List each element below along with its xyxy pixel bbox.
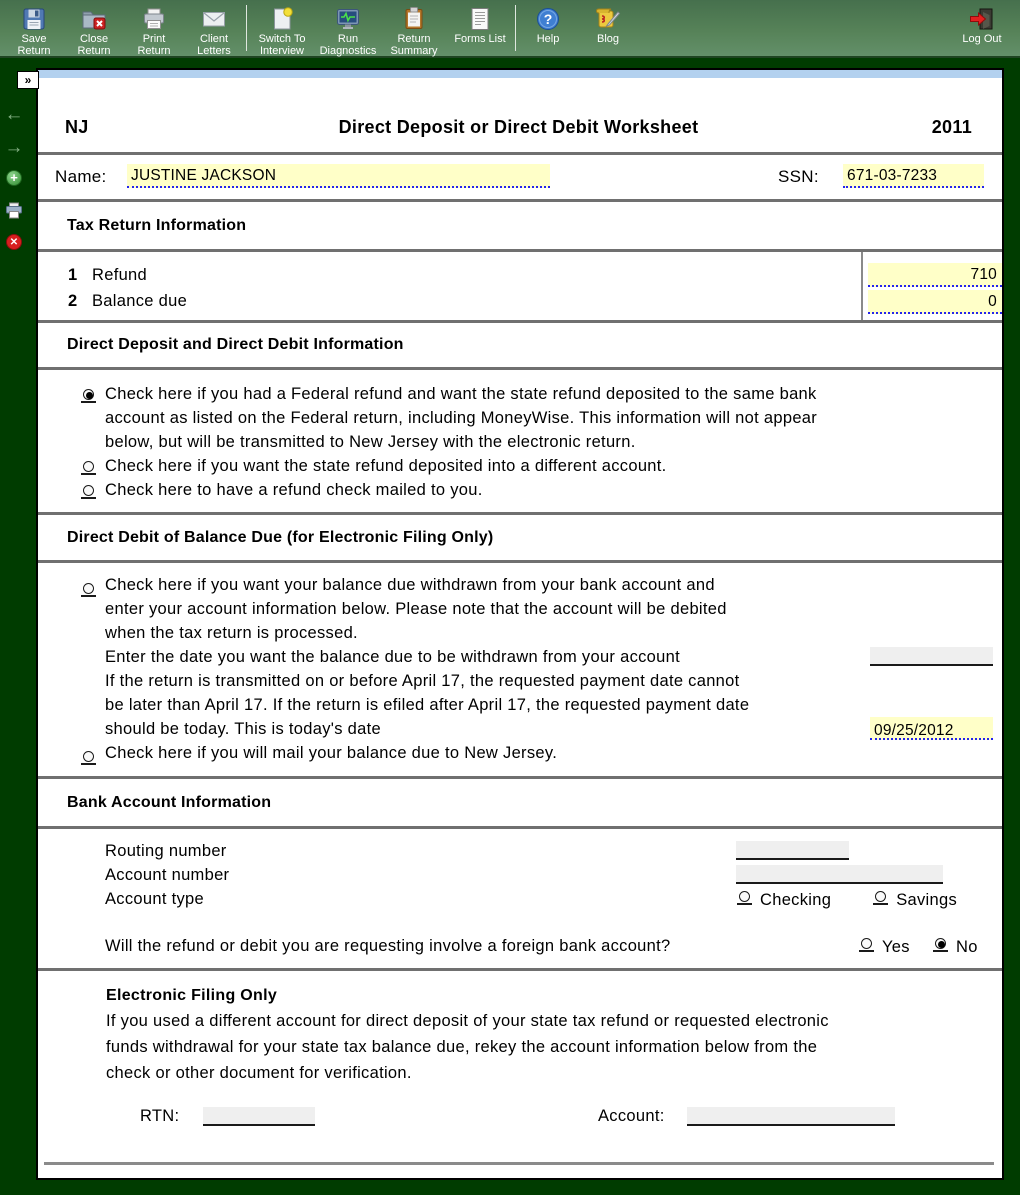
toolbar	[0, 0, 1020, 58]
toolbar-label: Help	[536, 33, 560, 45]
routing-number-label: Routing number	[105, 842, 227, 860]
form-bottom-divider	[44, 1162, 994, 1165]
radio-federal-same-account[interactable]	[80, 389, 96, 403]
line-number: 1	[68, 266, 78, 284]
forward-arrow-icon[interactable]: →	[4, 137, 24, 158]
print-return-button[interactable]	[124, 4, 184, 57]
client-letters-button[interactable]	[184, 4, 244, 57]
list-item	[38, 454, 1002, 478]
back-arrow-icon[interactable]: ←	[4, 104, 24, 125]
toolbar-label: Letters	[197, 45, 231, 57]
toolbar-label: Print	[142, 33, 166, 45]
yes-label: Yes	[882, 938, 910, 956]
radio-mail-balance-due[interactable]	[80, 751, 96, 765]
radio-checking[interactable]	[736, 891, 752, 905]
form-header	[38, 78, 1002, 155]
rtn-label: RTN:	[140, 1107, 180, 1125]
toolbar-label: Run	[337, 33, 359, 45]
print-icon[interactable]	[4, 200, 24, 220]
efiling-text: funds withdrawal for your state tax balance due, rekey the account information below from the	[106, 1038, 818, 1056]
efiling-text: If you used a different account for direct deposit of your state tax refund or requested electronic	[106, 1012, 829, 1030]
balance-due-label: Balance due	[92, 292, 188, 310]
identity-row	[38, 155, 1002, 202]
toolbar-label: Return	[397, 33, 431, 45]
account-number-label: Account number	[105, 866, 230, 884]
toolbar-label: Switch To	[258, 33, 306, 45]
page-title: Direct Deposit or Direct Debit Worksheet	[338, 117, 699, 137]
list-item	[38, 478, 1002, 502]
log-out-button[interactable]	[952, 4, 1012, 45]
account-number-field[interactable]	[736, 865, 943, 884]
save-icon	[21, 5, 47, 33]
option-text: Check here if you want the state refund deposited into a different account.	[105, 457, 667, 475]
ssn-field[interactable]: 671-03-7233	[843, 164, 984, 188]
savings-label: Savings	[896, 891, 957, 909]
efiling-text: check or other document for verification.	[106, 1064, 412, 1082]
bank-account-section	[38, 829, 1002, 971]
radio-savings[interactable]	[872, 891, 888, 905]
option-text: Check here if you had a Federal refund and want the state refund deposited to the same bank account as listed on the Federal return, including MoneyWise. This information will not appear below, but will be transmitted to New Jersey with the electronic return.	[105, 385, 818, 451]
toolbar-label: Log Out	[962, 33, 1002, 45]
toolbar-label: Blog	[596, 33, 620, 45]
toolbar-separator	[515, 5, 516, 51]
run-diagnostics-button[interactable]	[315, 4, 381, 57]
withdrawal-date-label: Enter the date you want the balance due to be withdrawn from your account	[105, 648, 680, 666]
withdrawal-date-field[interactable]	[870, 647, 993, 666]
foreign-account-question: Will the refund or debit you are requesting involve a foreign bank account?	[105, 937, 671, 955]
name-field[interactable]: JUSTINE JACKSON	[127, 164, 550, 188]
ssn-label: SSN:	[778, 167, 819, 186]
section-heading-direct-debit: Direct Debit of Balance Due (for Electronic Filing Only)	[38, 515, 1002, 563]
refund-amount-field[interactable]: 710	[868, 263, 1002, 287]
note-text: be later than April 17. If the return is efiled after April 17, the requested payment date	[105, 696, 750, 714]
section-heading-bank-info: Bank Account Information	[38, 779, 1002, 829]
toolbar-label: Client	[199, 33, 229, 45]
efiling-heading: Electronic Filing Only	[106, 987, 278, 1004]
close-return-button[interactable]	[64, 4, 124, 57]
today-date-field[interactable]: 09/25/2012	[870, 717, 993, 740]
form-top-scroll-strip[interactable]	[38, 70, 1002, 78]
help-icon	[535, 5, 561, 33]
svg-text:?: ?	[543, 11, 553, 27]
state-code: NJ	[65, 117, 89, 137]
direct-debit-section	[38, 563, 1002, 779]
toolbar-separator	[246, 5, 247, 51]
rtn-verify-field[interactable]	[203, 1107, 315, 1126]
forms-list-icon	[467, 5, 493, 33]
printer-icon	[141, 5, 167, 33]
no-label: No	[956, 938, 978, 956]
tax-return-amounts	[38, 252, 1002, 323]
close-return-icon	[81, 5, 107, 33]
section-heading-direct-deposit: Direct Deposit and Direct Debit Information	[38, 323, 1002, 370]
toolbar-label: Interview	[259, 45, 305, 57]
diagnostics-monitor-icon	[335, 5, 361, 33]
radio-foreign-no[interactable]	[932, 938, 948, 959]
direct-deposit-options	[38, 370, 1002, 515]
forms-list-button[interactable]	[447, 4, 513, 45]
table-row	[38, 292, 1002, 318]
toolbar-label: Forms List	[454, 33, 506, 45]
toolbar-label: Save	[21, 33, 47, 45]
option-text: Check here to have a refund check mailed to you.	[105, 481, 483, 499]
envelope-icon	[201, 5, 227, 33]
option-text: Check here if you want your balance due withdrawn from your bank account and enter your account information below. Please note that the account will be debited when the tax return is processed.	[105, 576, 727, 642]
radio-mail-refund-check[interactable]	[80, 485, 96, 499]
radio-foreign-yes[interactable]	[858, 938, 874, 959]
left-rail	[0, 60, 36, 1195]
note-text: If the return is transmitted on or before April 17, the requested payment date cannot	[105, 672, 740, 690]
option-text: Check here if you will mail your balance due to New Jersey.	[105, 744, 558, 762]
delete-icon[interactable]: ✕	[4, 232, 24, 252]
radio-different-account[interactable]	[80, 461, 96, 475]
toolbar-label: Return	[17, 45, 51, 57]
line-number: 2	[68, 292, 78, 310]
tax-year: 2011	[931, 117, 972, 137]
section-heading-tax-return-info: Tax Return Information	[38, 202, 1002, 252]
list-item	[38, 573, 1002, 645]
account-verify-field[interactable]	[687, 1107, 895, 1126]
save-return-button[interactable]	[4, 4, 64, 57]
blog-button[interactable]	[578, 4, 638, 45]
log-out-icon	[969, 5, 995, 33]
clipboard-icon	[401, 5, 427, 33]
toolbar-label: Diagnostics	[319, 45, 377, 57]
blog-scroll-icon	[595, 5, 621, 33]
efiling-section	[38, 971, 1002, 1174]
list-item	[38, 382, 1002, 454]
return-summary-button[interactable]	[381, 4, 447, 57]
help-button[interactable]	[518, 4, 578, 45]
account-type-label: Account type	[105, 890, 204, 908]
account-verify-label: Account:	[598, 1107, 665, 1125]
today-date-label: should be today. This is today's date	[105, 720, 381, 738]
checking-label: Checking	[760, 891, 832, 909]
balance-due-amount-field[interactable]: 0	[868, 290, 1002, 314]
toolbar-label: Close	[79, 33, 109, 45]
list-item	[38, 741, 1002, 769]
interview-page-icon	[269, 5, 295, 33]
toolbar-label: Return	[77, 45, 111, 57]
expand-panel-button[interactable]: »	[17, 71, 39, 89]
toolbar-label: Return	[137, 45, 171, 57]
add-icon[interactable]: +	[4, 168, 24, 188]
radio-withdraw-balance[interactable]	[80, 583, 96, 597]
name-label: Name:	[55, 167, 107, 186]
routing-number-field[interactable]	[736, 841, 849, 860]
refund-label: Refund	[92, 266, 148, 284]
toolbar-label: Summary	[390, 45, 438, 57]
form-window	[36, 68, 1004, 1180]
switch-to-interview-button[interactable]	[249, 4, 315, 57]
table-row	[38, 266, 1002, 292]
